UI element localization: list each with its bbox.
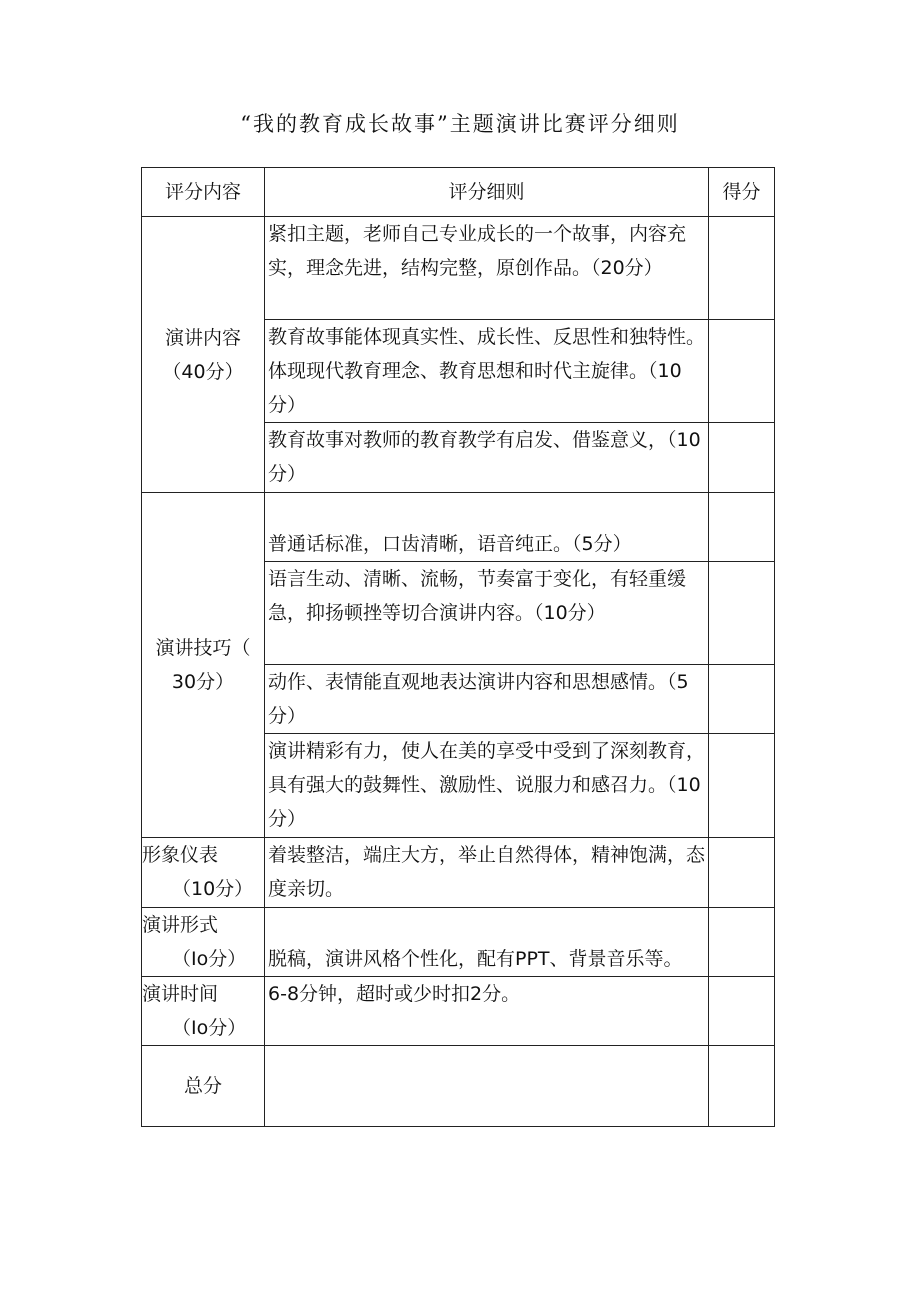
criteria-cell: 脱稿，演讲风格个性化，配有PPT、背景音乐等。	[265, 908, 709, 977]
criteria-cell: 动作、表情能直观地表达演讲内容和思想感情。（5分）	[265, 665, 709, 734]
criteria-cell: 教育故事对教师的教育教学有启发、借鉴意义，（10分）	[265, 423, 709, 493]
score-cell[interactable]	[709, 320, 775, 423]
table-row	[142, 217, 775, 320]
category-name: 演讲形式	[142, 914, 219, 936]
total-row	[142, 1046, 775, 1127]
score-cell[interactable]	[709, 908, 775, 977]
total-criteria-cell	[265, 1046, 709, 1127]
score-cell[interactable]	[709, 493, 775, 562]
category-cell	[142, 908, 265, 977]
category-cell	[142, 977, 265, 1046]
document-title: “我的教育成长故事”主题演讲比赛评分细则	[240, 112, 680, 136]
category-points: （Io分）	[172, 948, 247, 970]
criteria-cell: 紧扣主题，老师自己专业成长的一个故事，内容充实，理念先进，结构完整，原创作品。（20分）	[265, 217, 709, 320]
criteria-cell: 语言生动、清晰、流畅，节奏富于变化，有轻重缓急，抑扬顿挫等切合演讲内容。（10分）	[265, 562, 709, 665]
category-cell	[142, 217, 265, 493]
category-points: （Io分）	[172, 1017, 247, 1039]
total-score-cell[interactable]	[709, 1046, 775, 1127]
criteria-cell: 普通话标准，口齿清晰，语音纯正。（5分）	[265, 493, 709, 562]
header-criteria: 评分细则	[265, 168, 709, 217]
criteria-cell: 演讲精彩有力，使人在美的享受中受到了深刻教育，具有强大的鼓舞性、激励性、说服力和感召力。（10分）	[265, 734, 709, 838]
category-name: 演讲内容	[164, 326, 241, 349]
table-row	[142, 838, 775, 908]
criteria-cell: 着装整洁，端庄大方，举止自然得体，精神饱满，态度亲切。	[265, 838, 709, 908]
category-cell	[142, 493, 265, 838]
score-cell[interactable]	[709, 562, 775, 665]
category-name: 演讲技巧（	[155, 637, 251, 659]
score-cell[interactable]	[709, 734, 775, 838]
score-cell[interactable]	[709, 665, 775, 734]
table-row	[142, 977, 775, 1046]
category-points: （10分）	[172, 878, 254, 900]
category-points: 30分）	[171, 671, 235, 693]
score-cell[interactable]	[709, 423, 775, 493]
criteria-cell: 6-8分钟，超时或少时扣2分。	[265, 977, 709, 1046]
category-cell	[142, 838, 265, 908]
score-cell[interactable]	[709, 838, 775, 908]
score-cell[interactable]	[709, 977, 775, 1046]
header-score: 得分	[709, 168, 775, 217]
category-name: 形象仪表	[142, 844, 219, 866]
category-points: （40分）	[162, 360, 244, 383]
table-row	[142, 908, 775, 977]
table-row	[142, 493, 775, 562]
criteria-cell: 教育故事能体现真实性、成长性、反思性和独特性。体现现代教育理念、教育思想和时代主旋律。（10分）	[265, 320, 709, 423]
header-row	[142, 168, 775, 217]
total-label: 总分	[142, 1046, 265, 1127]
scoring-table	[141, 167, 775, 1127]
category-name: 演讲时间	[142, 983, 219, 1005]
score-cell[interactable]	[709, 217, 775, 320]
header-category: 评分内容	[142, 168, 265, 217]
